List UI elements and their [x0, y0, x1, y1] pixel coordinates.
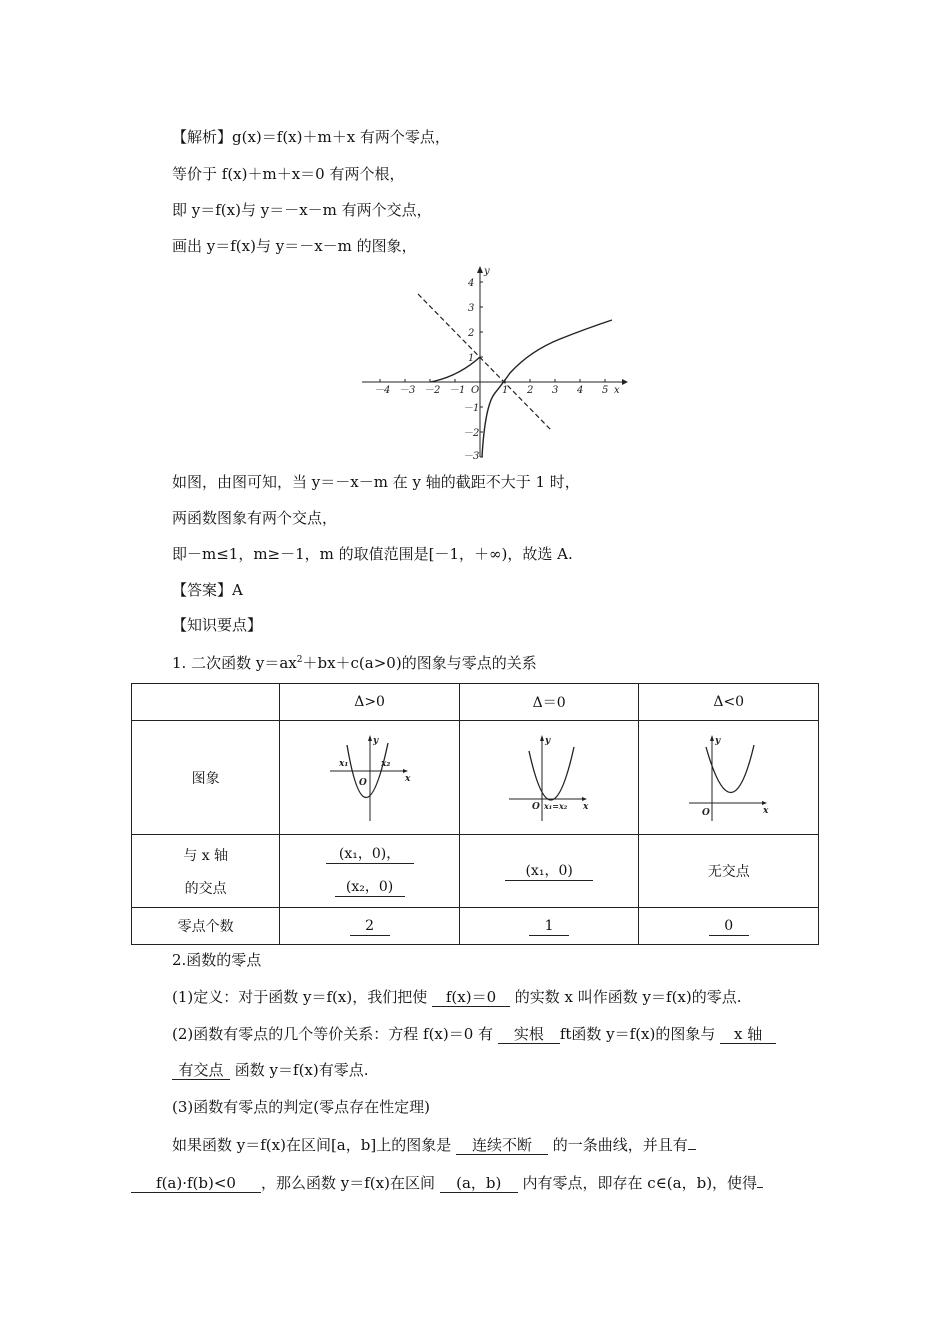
count-delta-zero: 1: [459, 908, 639, 945]
graph-delta-neg: [639, 721, 819, 835]
svg-text:x₁: x₁: [338, 758, 348, 769]
x-axis-label: x: [614, 385, 620, 396]
x-tick-label: 2: [527, 385, 534, 396]
row-intersect-label: 与 x 轴 的交点: [132, 835, 280, 908]
section2-title: 2.函数的零点: [172, 951, 262, 969]
header-empty: [132, 684, 280, 721]
dashed-line: [418, 294, 552, 431]
section1-title: 1. 二次函数 $y=ax^2+bx+c(a>0)$的图象与零点的关系: [172, 654, 537, 672]
svg-text:y: y: [545, 735, 551, 746]
svg-text:x: x: [583, 801, 589, 812]
y-axis-label: y: [484, 266, 490, 277]
svg-text:x₁=x₂: x₁=x₂: [544, 800, 568, 811]
analysis-line-4: 画出 y＝f(x)与 y＝－x－m 的图象，: [172, 237, 417, 255]
x-tick-label: 3: [552, 385, 559, 396]
y-tick-label: －2: [463, 428, 480, 439]
answer: 【答案】A: [172, 581, 243, 599]
equivalence-line: (2)函数有零点的几个等价关系：方程 f(x)＝0 有 实根 ft函数 y＝f(x)的图象与 x 轴: [172, 1024, 776, 1044]
svg-text:y: y: [714, 735, 720, 746]
header-delta-neg: Δ<0: [639, 684, 819, 721]
analysis-line-5: 如图，由图可知，当 y＝－x－m 在 y 轴的截距不大于 1 时，: [172, 473, 580, 491]
equivalence-line-2: 有交点 函数 y＝f(x)有零点.: [172, 1060, 369, 1080]
theorem-title: (3)函数有零点的判定(零点存在性定理): [172, 1098, 430, 1116]
y-tick-label: －1: [463, 403, 480, 414]
x-tick-label: 4: [577, 385, 584, 396]
graph-delta-zero: [459, 721, 639, 835]
count-delta-neg: 0: [639, 908, 819, 945]
graph-delta-pos: [280, 721, 460, 835]
x-tick-label: －1: [449, 385, 466, 396]
theorem-line-2: f(a)·f(b)<0 ，那么函数 y＝f(x)在区间 (a，b) 内有零点，即存在 c∈(a，b)，使得: [131, 1173, 763, 1193]
y-tick-label: 1: [468, 353, 475, 364]
x-tick-label: －2: [424, 385, 441, 396]
svg-text:O: O: [701, 807, 710, 818]
definition-line: (1)定义：对于函数 y＝f(x)，我们把使 f(x)＝0 的实数 x 叫作函数 y＝f(x)的零点.: [172, 988, 742, 1006]
x-tick-label: 5: [602, 385, 609, 396]
header-delta-pos: Δ>0: [280, 684, 460, 721]
svg-text:y: y: [372, 735, 378, 746]
key-points-title: 【知识要点】: [172, 616, 263, 634]
x-tick-label: －3: [399, 385, 416, 396]
svg-text:O: O: [532, 801, 540, 812]
svg-text:O: O: [358, 777, 367, 788]
quadratic-zero-table: [131, 683, 819, 945]
count-delta-pos: 2: [280, 908, 460, 945]
intersect-delta-neg: 无交点: [639, 835, 819, 908]
row-count-label: 零点个数: [132, 908, 280, 945]
intersect-delta-zero: (x₁，0): [459, 835, 639, 908]
svg-text:x₂: x₂: [380, 758, 390, 769]
theorem-line-1: 如果函数 y＝f(x)在区间[a，b]上的图象是 连续不断 的一条曲线，并且有: [172, 1135, 696, 1155]
analysis-line-1: 【解析】g(x)＝f(x)＋m＋x 有两个零点，: [172, 128, 450, 146]
analysis-line-6: 两函数图象有两个交点，: [172, 509, 338, 527]
origin-label: O: [471, 385, 480, 396]
x-tick-label: －4: [374, 385, 391, 396]
analysis-line-7: 即－m≤1，m≥－1，m 的取值范围是[－1，＋∞)，故选 A.: [172, 545, 573, 563]
svg-text:x: x: [762, 805, 769, 816]
y-tick-label: 2: [468, 328, 475, 339]
x-tick-label: 1: [502, 385, 509, 396]
row-graph-label: 图象: [132, 721, 280, 835]
analysis-line-3: 即 y＝f(x)与 y＝－x－m 有两个交点，: [172, 201, 432, 219]
function-graph: [360, 265, 630, 465]
y-tick-label: 3: [468, 303, 475, 314]
y-tick-label: －3: [463, 451, 480, 461]
header-delta-zero: Δ＝0: [459, 684, 639, 721]
intersect-delta-pos: (x₁，0)， (x₂，0): [280, 835, 460, 908]
analysis-line-2: 等价于 f(x)＋m＋x＝0 有两个根，: [172, 165, 405, 183]
svg-text:x: x: [404, 773, 410, 784]
y-tick-label: 4: [468, 278, 475, 289]
